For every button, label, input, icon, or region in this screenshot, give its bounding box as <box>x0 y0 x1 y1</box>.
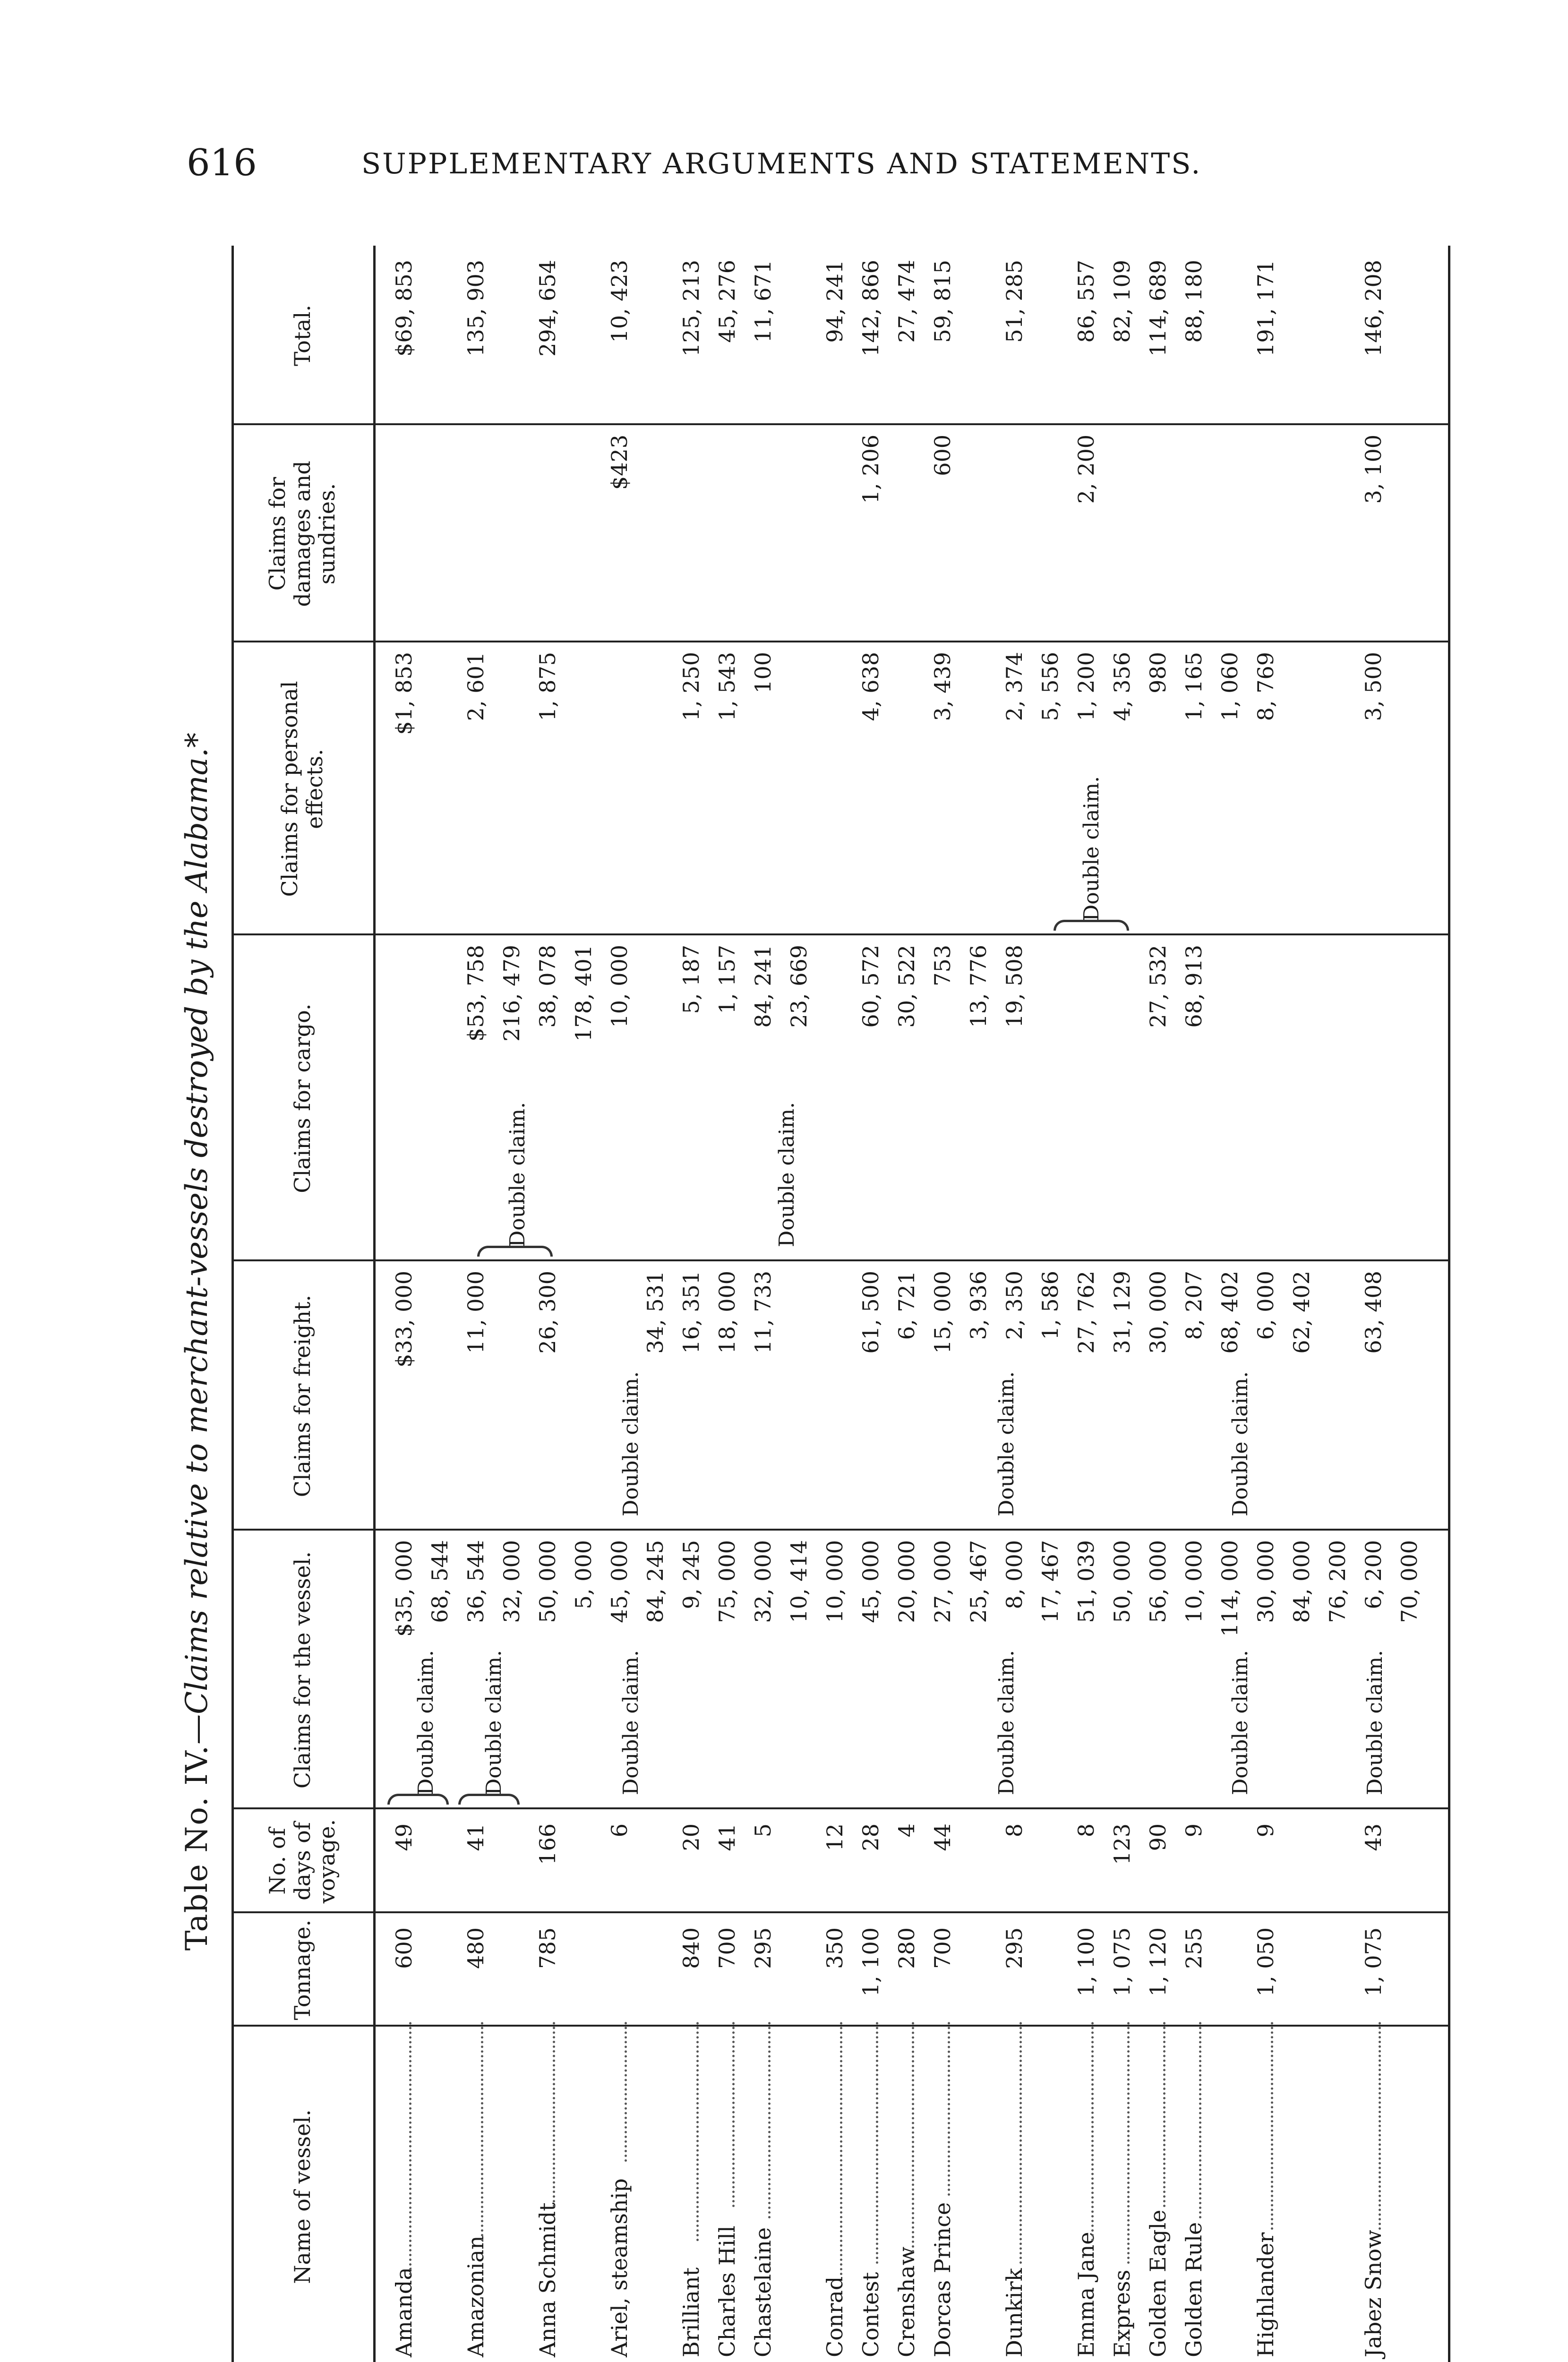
cell-tonnage: 1, 120 <box>1145 1927 1171 1997</box>
cell-name: Chastelaine <box>750 2227 776 2357</box>
cell-freight: 68, 402 <box>1217 1271 1242 1354</box>
table-row <box>1285 246 1321 2362</box>
double-claim-freight-3: Double claim. <box>1228 1371 1252 1516</box>
cell-vessel: 84, 000 <box>1289 1540 1314 1623</box>
cell-vessel: 8, 000 <box>1002 1540 1027 1609</box>
table-row <box>1070 246 1105 2362</box>
cell-name: Amazonian <box>463 2235 488 2357</box>
table-row <box>711 246 746 2362</box>
double-claim-freight-1: Double claim. <box>619 1371 643 1516</box>
table-row <box>1213 246 1249 2362</box>
double-claim-vessel-3: Double claim. <box>619 1650 643 1795</box>
cell-name: Golden Rule <box>1181 2222 1207 2357</box>
cell-freight: 30, 000 <box>1145 1271 1171 1354</box>
cell-personal: 1, 875 <box>535 652 560 721</box>
header-cargo: Claims for cargo. <box>289 1003 315 1193</box>
cell-days: 44 <box>930 1823 955 1851</box>
cell-freight: 63, 408 <box>1361 1271 1386 1354</box>
cell-freight: 62, 402 <box>1289 1271 1314 1354</box>
cell-freight: 34, 531 <box>643 1271 668 1354</box>
claims-table <box>231 246 1450 2362</box>
cell-days: 43 <box>1361 1823 1386 1851</box>
cell-personal: 3, 439 <box>930 652 955 721</box>
leader-dots <box>768 2022 771 2218</box>
double-claim-personal-1: Double claim. <box>1080 776 1104 921</box>
cell-days: 166 <box>535 1823 560 1865</box>
cell-total: 88, 180 <box>1181 260 1207 343</box>
cell-total: 11, 671 <box>750 260 776 343</box>
leader-dots <box>912 2022 914 2252</box>
table-row <box>387 246 423 2362</box>
cell-freight: 6, 000 <box>1253 1271 1278 1340</box>
cell-vessel: 10, 000 <box>822 1540 848 1623</box>
cell-freight: 11, 733 <box>750 1271 776 1354</box>
cell-freight: 2, 350 <box>1002 1271 1027 1340</box>
leader-dots <box>948 2022 950 2196</box>
cell-total: 135, 903 <box>463 260 488 357</box>
cell-personal: 5, 556 <box>1037 652 1063 721</box>
cell-cargo: 23, 669 <box>786 945 812 1028</box>
cell-cargo: 5, 187 <box>678 945 704 1014</box>
cell-name: Express <box>1109 2269 1135 2357</box>
cell-vessel: 5, 000 <box>571 1540 596 1609</box>
cell-cargo: 19, 508 <box>1002 945 1027 1028</box>
cell-personal: 100 <box>750 652 776 693</box>
cell-days: 6 <box>607 1823 632 1838</box>
cell-tonnage: 700 <box>930 1927 955 1969</box>
cell-total: 10, 423 <box>607 260 632 343</box>
cell-vessel: 50, 000 <box>535 1540 560 1623</box>
cell-vessel: 70, 000 <box>1397 1540 1422 1623</box>
leader-dots <box>553 2022 555 2207</box>
double-claim-vessel-4: Double claim. <box>994 1650 1019 1795</box>
cell-days: 5 <box>750 1823 776 1838</box>
table-row <box>962 246 998 2362</box>
double-claim-cargo-2: Double claim. <box>775 1102 799 1247</box>
leader-dots <box>732 2022 735 2207</box>
cell-vessel: 6, 200 <box>1361 1540 1386 1609</box>
cell-personal: 1, 165 <box>1181 652 1207 721</box>
double-claim-cargo-1: Double claim. <box>506 1102 530 1247</box>
cell-vessel: 27, 000 <box>930 1540 955 1623</box>
table-row <box>639 246 675 2362</box>
cell-freight: $33, 000 <box>391 1271 417 1368</box>
cell-days: 90 <box>1145 1823 1171 1851</box>
cell-cargo: 84, 241 <box>750 945 776 1028</box>
table-row <box>531 246 567 2362</box>
cell-cargo: $53, 758 <box>463 945 488 1042</box>
table-row <box>567 246 603 2362</box>
cell-personal: 4, 356 <box>1109 652 1135 721</box>
header-freight: Claims for freight. <box>289 1294 315 1498</box>
cell-personal: $1, 853 <box>391 652 417 735</box>
table-title: —Claims relative to merchant-vessels destroyed by the Alabama.* <box>180 732 214 1745</box>
cell-days: 28 <box>858 1823 883 1851</box>
cell-personal: 1, 250 <box>678 652 704 721</box>
cell-name: Charles Hill <box>714 2225 740 2357</box>
table-row <box>890 246 926 2362</box>
cell-cargo: 216, 479 <box>499 945 524 1042</box>
cell-name: Brilliant <box>678 2267 704 2357</box>
cell-personal: 1, 543 <box>714 652 740 721</box>
cell-cargo: 753 <box>930 945 955 986</box>
cell-tonnage: 1, 100 <box>1073 1927 1099 1997</box>
cell-tonnage: 480 <box>463 1927 488 1969</box>
cell-freight: 27, 762 <box>1073 1271 1099 1354</box>
cell-vessel: 75, 000 <box>714 1540 740 1623</box>
table-row <box>1357 246 1393 2362</box>
cell-total: 191, 171 <box>1253 260 1278 357</box>
leader-dots <box>876 2022 878 2264</box>
cell-days: 8 <box>1002 1823 1027 1838</box>
table-row <box>1321 246 1357 2362</box>
cell-tonnage: 1, 075 <box>1361 1927 1386 1997</box>
cell-personal: 980 <box>1145 652 1171 693</box>
cell-total: 86, 557 <box>1073 260 1099 343</box>
cell-tonnage: 785 <box>535 1927 560 1969</box>
cell-personal: 1, 200 <box>1073 652 1099 721</box>
leader-dots <box>1379 2022 1381 2230</box>
header-days: No. of days of voyage. <box>264 1819 340 1904</box>
leader-dots <box>409 2022 411 2275</box>
table-row <box>854 246 890 2362</box>
leader-dots <box>625 2022 627 2162</box>
cell-damages: 1, 206 <box>858 435 883 504</box>
cell-damages: 3, 100 <box>1361 435 1386 504</box>
cell-days: 9 <box>1253 1823 1278 1838</box>
table-row <box>1249 246 1285 2362</box>
cell-vessel: 36, 544 <box>463 1540 488 1623</box>
table-caption <box>180 246 214 2362</box>
cell-freight: 3, 936 <box>966 1271 991 1340</box>
cell-damages: 2, 200 <box>1073 435 1099 504</box>
table-row <box>782 246 818 2362</box>
cell-vessel: 17, 467 <box>1037 1540 1063 1623</box>
cell-total: 45, 276 <box>714 260 740 343</box>
leader-dots <box>840 2022 842 2275</box>
cell-vessel: 20, 000 <box>894 1540 919 1623</box>
cell-total: 27, 474 <box>894 260 919 343</box>
cell-total: 51, 285 <box>1002 260 1027 343</box>
cell-name: Crenshaw <box>894 2246 919 2357</box>
cell-tonnage: 255 <box>1181 1927 1207 1969</box>
cell-name: Contest <box>858 2272 883 2357</box>
table-row <box>746 246 782 2362</box>
cell-cargo: 178, 401 <box>571 945 596 1042</box>
cell-personal: 3, 500 <box>1361 652 1386 721</box>
cell-vessel: 45, 000 <box>858 1540 883 1623</box>
leader-dots <box>1163 2022 1165 2207</box>
cell-freight: 11, 000 <box>463 1271 488 1354</box>
cell-vessel: 30, 000 <box>1253 1540 1278 1623</box>
cell-vessel: 32, 000 <box>499 1540 524 1623</box>
double-claim-vessel-1: Double claim. <box>414 1650 438 1795</box>
cell-days: 123 <box>1109 1823 1135 1865</box>
table-row <box>1393 246 1429 2362</box>
cell-days: 9 <box>1181 1823 1207 1838</box>
cell-total: 146, 208 <box>1361 260 1386 357</box>
header-personal: Claims for personal effects. <box>277 681 327 897</box>
cell-days: 20 <box>678 1823 704 1851</box>
double-claim-vessel-6: Double claim. <box>1363 1650 1387 1795</box>
cell-vessel: 32, 000 <box>750 1540 776 1623</box>
cell-damages: 600 <box>930 435 955 476</box>
cell-tonnage: 295 <box>1002 1927 1027 1969</box>
cell-vessel: $35, 000 <box>391 1540 417 1637</box>
double-claim-freight-2: Double claim. <box>994 1371 1019 1516</box>
cell-vessel: 50, 000 <box>1109 1540 1135 1623</box>
table-row <box>1141 246 1177 2362</box>
cell-cargo: 13, 776 <box>966 945 991 1028</box>
cell-days: 41 <box>714 1823 740 1851</box>
header-tonnage: Tonnage. <box>289 1919 315 2020</box>
cell-name: Golden Eagle <box>1145 2209 1171 2357</box>
cell-vessel: 68, 544 <box>427 1540 453 1623</box>
table-row <box>1105 246 1141 2362</box>
cell-name: Ariel, steamship <box>607 2178 632 2357</box>
leader-dots <box>1091 2022 1094 2241</box>
cell-total: 59, 815 <box>930 260 955 343</box>
rule-bottom <box>1448 246 1450 2362</box>
table-row <box>1177 246 1213 2362</box>
table-row <box>998 246 1034 2362</box>
cell-tonnage: 600 <box>391 1927 417 1969</box>
page-number: 616 <box>187 142 257 184</box>
cell-freight: 61, 500 <box>858 1271 883 1354</box>
cell-freight: 8, 207 <box>1181 1271 1207 1340</box>
cell-total: 142, 866 <box>858 260 883 357</box>
table-row <box>675 246 711 2362</box>
table-number: Table No. IV. <box>180 1744 214 1951</box>
table-row <box>926 246 962 2362</box>
cell-tonnage: 1, 100 <box>858 1927 883 1997</box>
running-head: SUPPLEMENTARY ARGUMENTS AND STATEMENTS. <box>361 147 1202 180</box>
cell-days: 4 <box>894 1823 919 1838</box>
cell-personal: 1, 060 <box>1217 652 1242 721</box>
cell-freight: 18, 000 <box>714 1271 740 1354</box>
cell-freight: 1, 586 <box>1037 1271 1063 1340</box>
cell-cargo: 38, 078 <box>535 945 560 1028</box>
table-row <box>603 246 639 2362</box>
cell-freight: 6, 721 <box>894 1271 919 1340</box>
double-claim-vessel-5: Double claim. <box>1228 1650 1252 1795</box>
leader-dots <box>1020 2022 1022 2264</box>
cell-personal: 2, 374 <box>1002 652 1027 721</box>
cell-vessel: 9, 245 <box>678 1540 704 1609</box>
cell-total: 125, 213 <box>678 260 704 357</box>
table-row <box>423 246 459 2362</box>
rotated-table-area <box>180 246 1455 2362</box>
cell-cargo: 68, 913 <box>1181 945 1207 1028</box>
cell-cargo: 1, 157 <box>714 945 740 1014</box>
cell-tonnage: 350 <box>822 1927 848 1969</box>
cell-name: Highlander <box>1253 2232 1278 2357</box>
cell-name: Jabez Snow <box>1361 2230 1386 2357</box>
cell-vessel: 84, 245 <box>643 1540 668 1623</box>
rule-header <box>373 246 376 2362</box>
cell-name: Amanda <box>391 2267 417 2357</box>
cell-tonnage: 700 <box>714 1927 740 1969</box>
cell-cargo: 27, 532 <box>1145 945 1171 1028</box>
cell-name: Emma Jane <box>1073 2232 1099 2357</box>
cell-tonnage: 1, 050 <box>1253 1927 1278 1997</box>
cell-total: $69, 853 <box>391 260 417 357</box>
cell-cargo: 10, 000 <box>607 945 632 1028</box>
cell-vessel: 45, 000 <box>607 1540 632 1623</box>
leader-dots <box>481 2022 483 2241</box>
cell-freight: 31, 129 <box>1109 1271 1135 1354</box>
cell-name: Anna Schmidt <box>535 2202 560 2357</box>
cell-name: Dunkirk <box>1002 2268 1027 2357</box>
cell-personal: 8, 769 <box>1253 652 1278 721</box>
double-claim-vessel-2: Double claim. <box>482 1650 506 1795</box>
cell-name: Dorcas Prince <box>930 2202 955 2357</box>
header-name: Name of vessel. <box>289 2109 315 2284</box>
cell-vessel: 114, 000 <box>1217 1540 1242 1637</box>
cell-days: 12 <box>822 1823 848 1851</box>
header-damages: Claims for damages and sundries. <box>264 461 340 607</box>
cell-tonnage: 295 <box>750 1927 776 1969</box>
cell-total: 114, 689 <box>1145 260 1171 357</box>
cell-cargo: 30, 522 <box>894 945 919 1028</box>
table-row <box>818 246 854 2362</box>
page-header <box>187 142 1443 194</box>
table-row <box>495 246 531 2362</box>
cell-days: 8 <box>1073 1823 1099 1838</box>
cell-vessel: 76, 200 <box>1325 1540 1350 1623</box>
leader-dots <box>1271 2022 1273 2230</box>
table-row <box>459 246 495 2362</box>
cell-freight: 15, 000 <box>930 1271 955 1354</box>
cell-tonnage: 1, 075 <box>1109 1927 1135 1997</box>
leader-dots <box>1127 2022 1130 2264</box>
cell-vessel: 51, 039 <box>1073 1540 1099 1623</box>
rule-top <box>231 246 234 2362</box>
cell-personal: 4, 638 <box>858 652 883 721</box>
cell-damages: $423 <box>607 435 632 490</box>
table-row <box>1034 246 1070 2362</box>
cell-vessel: 10, 000 <box>1181 1540 1207 1623</box>
cell-name: Conrad <box>822 2276 848 2357</box>
cell-vessel: 56, 000 <box>1145 1540 1171 1623</box>
cell-total: 82, 109 <box>1109 260 1135 343</box>
cell-vessel: 25, 467 <box>966 1540 991 1623</box>
header-total: Total. <box>289 304 315 367</box>
cell-tonnage: 280 <box>894 1927 919 1969</box>
cell-tonnage: 840 <box>678 1927 704 1969</box>
cell-days: 49 <box>391 1823 417 1851</box>
cell-cargo: 60, 572 <box>858 945 883 1028</box>
cell-personal: 2, 601 <box>463 652 488 721</box>
leader-dots <box>696 2022 699 2241</box>
header-vessel: Claims for the vessel. <box>289 1551 315 1789</box>
cell-total: 294, 654 <box>535 260 560 357</box>
leader-dots <box>1199 2022 1201 2218</box>
cell-days: 41 <box>463 1823 488 1851</box>
cell-freight: 26, 300 <box>535 1271 560 1354</box>
cell-freight: 16, 351 <box>678 1271 704 1354</box>
cell-vessel: 10, 414 <box>786 1540 812 1623</box>
cell-total: 94, 241 <box>822 260 848 343</box>
